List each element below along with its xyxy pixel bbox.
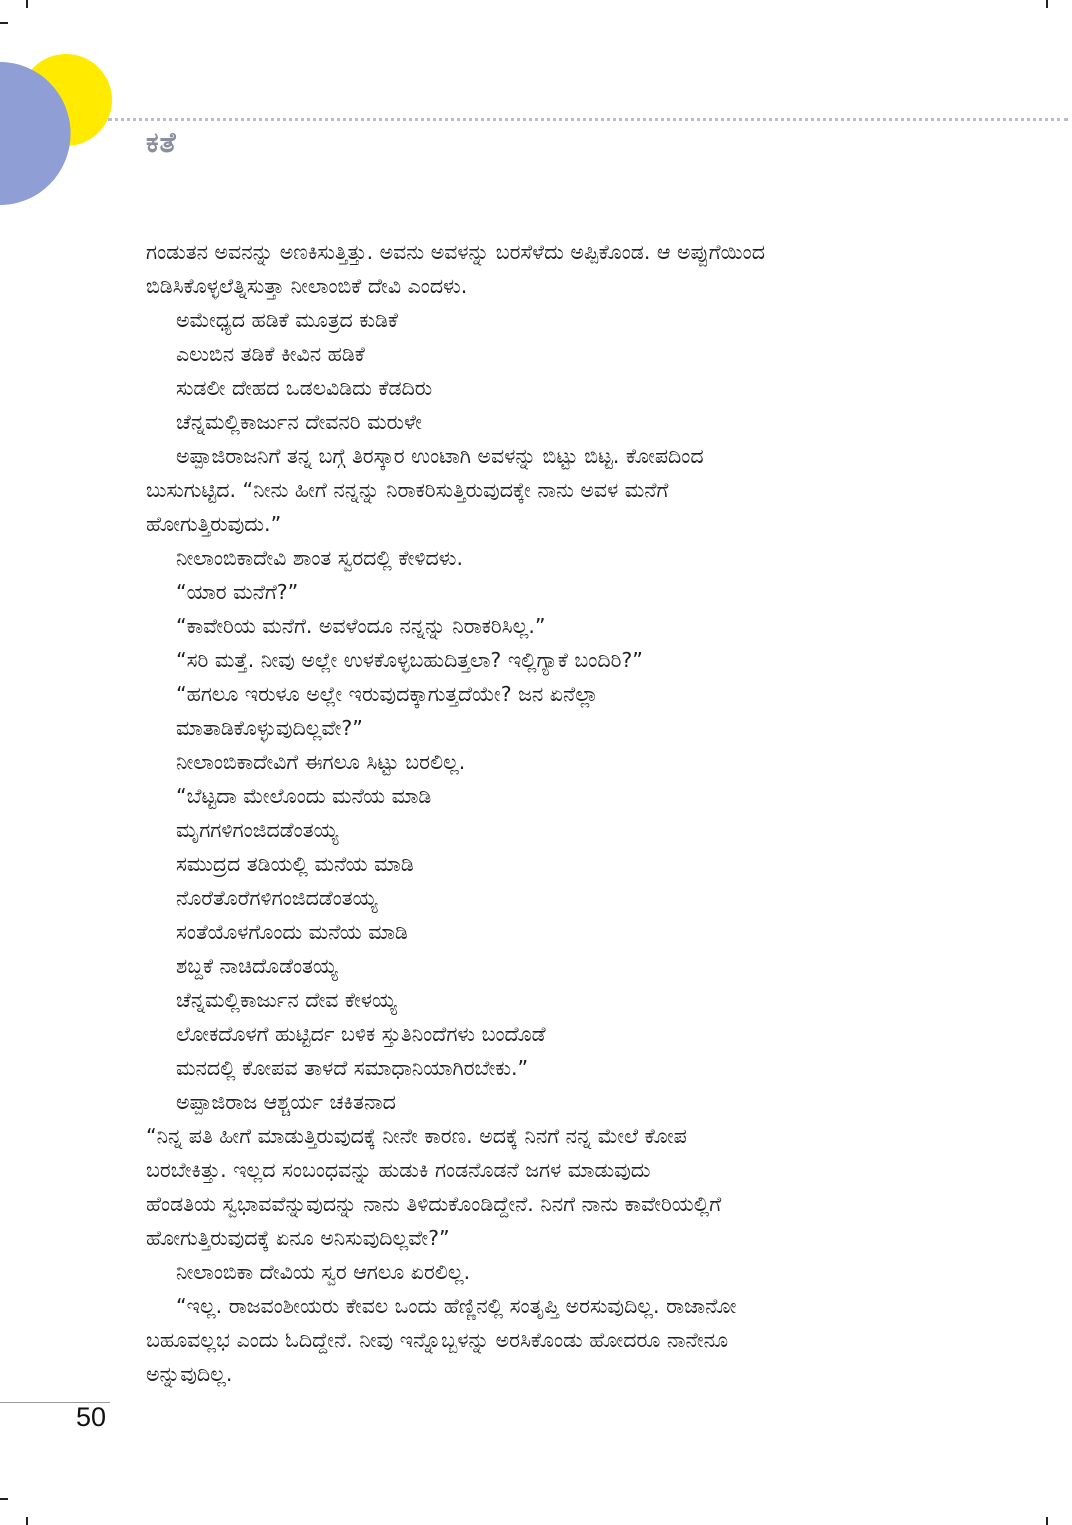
text-line: ಸಮುದ್ರದ ತಡಿಯಲ್ಲಿ ಮನೆಯ ಮಾಡಿ [176, 852, 414, 876]
text-line: ಸಂತೆಯೊಳಗೊಂದು ಮನೆಯ ಮಾಡಿ [176, 920, 408, 944]
page-number: 50 [76, 1402, 107, 1432]
text-line: ಅಪ್ಪಾಜಿರಾಜ ಆಶ್ಚರ್ಯ ಚಕಿತನಾದ [176, 1090, 396, 1114]
text-line: ಗಂಡುತನ ಅವನನ್ನು ಅಣಕಿಸುತ್ತಿತ್ತು. ಅವನು ಅವಳನ್ನು ಬರಸೆಳೆದು ಅಪ್ಪಿಕೊಂಡ. ಆ ಅಪ್ಪುಗೆಯಿಂದ [146, 240, 765, 264]
dotted-rule [108, 118, 1068, 121]
crop-mark-top-right [1046, 0, 1048, 8]
text-line: “ಹಗಲೂ ಇರುಳೂ ಅಲ್ಲೇ ಇರುವುದಕ್ಕಾಗುತ್ತದೆಯೇ? ಜನ ಏನೆಲ್ಲಾ [176, 682, 599, 706]
crop-mark-bottom-right [1046, 1517, 1048, 1525]
text-line: ಬಿಡಿಸಿಕೊಳ್ಳಲೆತ್ನಿಸುತ್ತಾ ನೀಲಾಂಬಿಕೆ ದೇವಿ ಎಂದಳು. [146, 274, 468, 298]
text-line: ನೀಲಾಂಬಿಕಾ ದೇವಿಯ ಸ್ವರ ಆಗಲೂ ಏರಲಿಲ್ಲ. [176, 1260, 471, 1284]
text-line: ಹೆಂಡತಿಯ ಸ್ವಭಾವವೆನ್ನುವುದನ್ನು ನಾನು ತಿಳಿದುಕೊಂಡಿದ್ದೇನೆ. ನಿನಗೆ ನಾನು ಕಾವೇರಿಯಲ್ಲಿಗೆ [146, 1192, 722, 1216]
text-line: ನೀಲಾಂಬಿಕಾದೇವಿ ಶಾಂತ ಸ್ವರದಲ್ಲಿ ಕೇಳಿದಳು. [176, 546, 463, 570]
text-line: “ಇಲ್ಲ. ರಾಜವಂಶೀಯರು ಕೇವಲ ಒಂದು ಹೆಣ್ಣಿನಲ್ಲಿ ಸಂತೃಪ್ತಿ ಅರಸುವುದಿಲ್ಲ. ರಾಜಾನೋ [176, 1294, 737, 1318]
crop-mark-bottom-left [26, 1517, 28, 1525]
text-line: ನೀಲಾಂಬಿಕಾದೇವಿಗೆ ಈಗಲೂ ಸಿಟ್ಟು ಬರಲಿಲ್ಲ. [176, 750, 466, 774]
text-line: ಸುಡಲೀ ದೇಹದ ಒಡಲವಿಡಿದು ಕೆಡದಿರು [176, 376, 433, 400]
crop-mark-left-lower [0, 1498, 8, 1500]
text-line: ಚೆನ್ನಮಲ್ಲಿಕಾರ್ಜುನ ದೇವ ಕೇಳಯ್ಯ [176, 988, 397, 1012]
text-line: ಮೃಗಗಳಿಗಂಜಿದಡೆಂತಯ್ಯ [176, 818, 339, 842]
text-line: ಹೋಗುತ್ತಿರುವುದಕ್ಕೆ ಏನೂ ಅನಿಸುವುದಿಲ್ಲವೇ?” [146, 1226, 450, 1250]
text-line: ಶಬ್ದಕೆ ನಾಚಿದೊಡೆಂತಯ್ಯ [176, 954, 338, 978]
text-line: ನೊರೆತೊರೆಗಳಿಗಂಜಿದಡೆಂತಯ್ಯ [176, 886, 378, 910]
blue-half-circle-shape-full [0, 58, 92, 208]
text-line: ಬರಬೇಕಿತ್ತು. ಇಲ್ಲದ ಸಂಬಂಧವನ್ನು ಹುಡುಕಿ ಗಂಡನೊಡನೆ ಜಗಳ ಮಾಡುವುದು [146, 1158, 651, 1182]
text-line: ಅಪ್ಪಾಜಿರಾಜನಿಗೆ ತನ್ನ ಬಗ್ಗೆ ತಿರಸ್ಕಾರ ಉಂಟಾಗಿ ಅವಳನ್ನು ಬಿಟ್ಟು ಬಿಟ್ಟ. ಕೋಪದಿಂದ [176, 444, 704, 468]
text-line: ಬಹೂವಲ್ಲಭ ಎಂದು ಓದಿದ್ದೇನೆ. ನೀವು ಇನ್ನೊಬ್ಬಳನ್ನು ಅರಸಿಕೊಂಡು ಹೋದರೂ ನಾನೇನೂ [146, 1328, 729, 1352]
text-line: ಮಾತಾಡಿಕೊಳ್ಳುವುದಿಲ್ಲವೇ?” [176, 716, 363, 740]
text-line: “ನಿನ್ನ ಪತಿ ಹೀಗೆ ಮಾಡುತ್ತಿರುವುದಕ್ಕೆ ನೀನೇ ಕಾರಣ. ಅದಕ್ಕೆ ನಿನಗೆ ನನ್ನ ಮೇಲೆ ಕೋಪ [146, 1124, 687, 1148]
text-line: ಲೋಕದೊಳಗೆ ಹುಟ್ಟಿರ್ದ ಬಳಿಕ ಸ್ತುತಿನಿಂದೆಗಳು ಬಂದೊಡೆ [176, 1022, 546, 1046]
text-line: ಎಲುಬಿನ ತಡಿಕೆ ಕೀವಿನ ಹಡಿಕೆ [176, 342, 365, 366]
text-line: ಹೋಗುತ್ತಿರುವುದು.” [146, 512, 282, 536]
text-line: “ಬೆಟ್ಟದಾ ಮೇಲೊಂದು ಮನೆಯ ಮಾಡಿ [176, 784, 432, 808]
text-line: ಅನ್ನುವುದಿಲ್ಲ. [146, 1362, 233, 1386]
text-line: “ಸರಿ ಮತ್ತೆ. ನೀವು ಅಲ್ಲೇ ಉಳಕೊಳ್ಳಬಹುದಿತ್ತಲಾ? ಇಲ್ಲಿಗ್ಯಾಕೆ ಬಂದಿರಿ?” [176, 648, 643, 672]
text-line: “ಯಾರ ಮನೆಗೆ?” [176, 580, 299, 604]
text-line: ಬುಸುಗುಟ್ಟಿದ. “ನೀನು ಹೀಗೆ ನನ್ನನ್ನು ನಿರಾಕರಿಸುತ್ತಿರುವುದಕ್ಕೇ ನಾನು ಅವಳ ಮನೆಗೆ [146, 478, 669, 502]
text-line: “ಕಾವೇರಿಯ ಮನೆಗೆ. ಅವಳೆಂದೂ ನನ್ನನ್ನು ನಿರಾಕರಿಸಿಲ್ಲ.” [176, 614, 546, 638]
text-line: ಅಮೇಧ್ಯದ ಹಡಿಕೆ ಮೂತ್ರದ ಕುಡಿಕೆ [176, 308, 399, 332]
text-line: ಚೆನ್ನಮಲ್ಲಿಕಾರ್ಜುನ ದೇವನರಿ ಮರುಳೇ [176, 410, 422, 434]
text-line: ಮನದಲ್ಲಿ ಕೋಪವ ತಾಳದೆ ಸಮಾಧಾನಿಯಾಗಿರಬೇಕು.” [176, 1056, 529, 1080]
section-title: ಕತೆ [146, 126, 177, 159]
